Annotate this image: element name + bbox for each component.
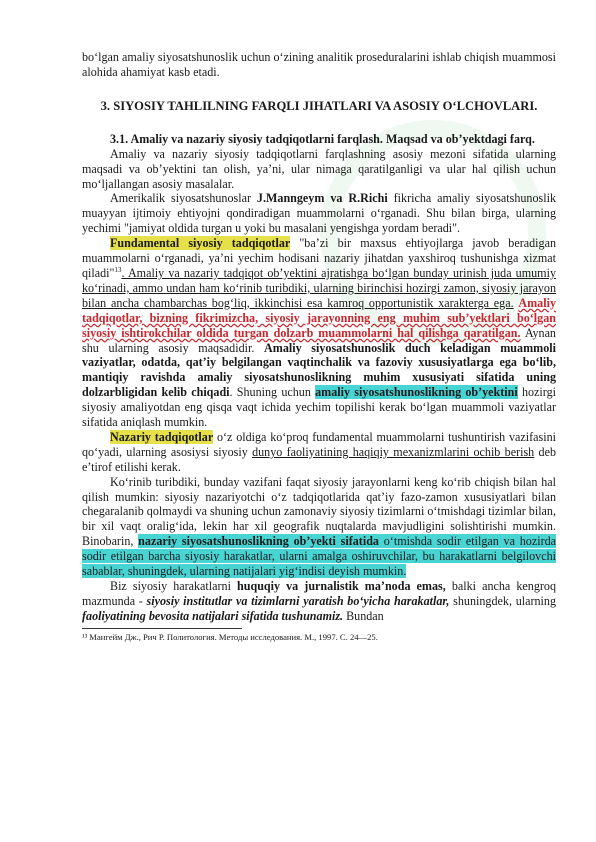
text: Aynan shu ularning asosiy maqsadidir. [82,325,556,355]
bold-text: Amaliy siyosatshunoslik duch keladigan muammoli vaziyatlar, odatda, qat’iy belgilangan vaqtinchalik va fazoviy xususiyatlarga ega bo‘lib, mantiqiy ravishda amaliy siyosatshunoslikning muhim xususiyati sifatida uning dolzarbligidan kelib chiqadi [82,340,556,400]
highlight-theoretical-object: nazariy siyosatshunoslikning ob’yekti sifatida [138,534,379,549]
intro-paragraph: bo‘lgan amaliy siyosatshunoslik uchun o‘zining analitik proseduralarini ishlab chiqish muammosi alohida ahamiyat kasb etadi. [82,50,556,79]
subsection-heading: 3.1. Amaliy va nazariy siyosiy tadqiqotlarni farqlash. Maqsad va ob’yektdagi farq. [110,131,535,146]
paragraph-3 [82,236,556,430]
paragraph-2 [82,191,556,236]
highlight-object: amaliy siyosatshunoslikning ob’yektini [315,385,518,400]
text: . Shuning uchun [229,385,316,400]
footnote: ¹³ Мангейм Дж., Рич Р. Политология. Методы исследования. М., 1997. С. 24—25. [82,631,378,642]
text: balki ancha kengroq mazmunda - [82,579,556,608]
text: "ba’zi bir maxsus ehtiyojlarga javob beradigan muammolarni o‘rganadi, ya’ni yechim hodisani nazariy jihatdan yaxshiroq tushunishga xizmat qiladi" [82,236,556,280]
bold-text: huquqiy va jurnalistik ma’noda emas, [237,579,446,593]
highlight-fundamental: Fundamental siyosiy tadqiqotlar [110,236,291,251]
paragraph-6 [82,579,556,624]
document-page [82,50,556,643]
text: Ko‘rinib turibdiki, bunday vazifani faqat siyosiy jarayonlarni keng ko‘rib chiqish bilan hal qilish mumkin: siyosiy nazariyotchi o‘z tadqiqotlarida qat’iy fazo-zamon xususiyatlari bilan chegaralanib qolmaydi va shuning uchun zamonaviy siyosiy tizimlarni o‘tmishdagi tizimlar bilan, bir xil vaqt oralig‘ida, lekin har xil geografik nuqtalarda mavjudligini solishtirishi mumkin. Binobarin, [82,474,556,549]
text: hozirgi siyosiy amaliyotdan eng qisqa vaqt ichida yechim topilishi kerak bo‘lgan muammoli vaziyatlar sifatida aniqlash mumkin. [82,385,556,430]
author-names: J.Manngeym va R.Richi [256,191,388,206]
text: Amerikalik siyosatshunoslar [110,191,257,206]
underlined-text: dunyo faoliyatining haqiqiy mexanizmlarini ochib berish [252,444,535,459]
highlighted-text: o‘tmishda sodir etilgan va hozirda sodir etilgan barcha siyosiy harakatlar, ularni amalga oshiruvchilar, bu harakatlarni belgilovchi sabablar, shuningdek, ularning natijalari yig‘indisi deyish mumkin. [82,534,557,579]
text: Biz siyosiy harakatlarni [110,579,238,593]
text: shuningdek, ularning [449,593,556,608]
bold-italic-text: siyosiy institutlar va tizimlarni yaratish bo‘yicha harakatlar, [146,593,450,608]
text: o‘z oldiga ko‘proq fundamental muammolarni tushuntirish vazifasini qo‘yadi, ularning asosiysi siyosiy [82,429,556,459]
paragraph-4 [82,430,556,475]
underlined-text: . Amaliy va nazariy tadqiqot ob’yektini ajratishga bo‘lgan bunday urinish juda umumiy ko‘rinadi, ammo undan ham ko‘rinib turibdiki, ularning birinchisi hozirgi zamon, siyosiy jarayon bilan ancha chambarchas bog‘liq, ikkinchisi esa kamroq opportunistik xarakterga ega. [82,265,556,310]
paragraph-5 [82,475,556,579]
highlight-theoretical: Nazariy tadqiqotlar [110,429,214,444]
text: fikricha amaliy siyosatshunoslik muayyan ijtimoiy ehtiyojni qondiradigan muammolarni o‘rganadi. Shu bilan birga, ularning yechimi "jamiyat oldida turgan u yoki bu masalani yengishga yordam beradi". [82,191,556,236]
text: deb e’tirof etilishi kerak. [82,444,556,474]
section-heading: 3. SIYOSIY TAHLILNING FARQLI JIHATLARI VA ASOSIY O‘LCHOVLARI. [100,98,538,113]
paragraph-1: Amaliy va nazariy siyosiy tadqiqotlarni farqlashning asosiy mezoni sifatida ularning maqsadi va ob’yektini tan olish, ya’ni, ular nimaga qaratilganligi va ular hal qilish uchun mo‘ljallangan asosiy masalalar. [82,146,556,191]
bold-italic-text: faoliyatining bevosita natijalari sifatida tushunamiz. [82,608,344,623]
red-emphasis: Amaliy tadqiqotlar, bizning fikrimizcha, siyosiy jarayonning eng muhim sub’yektlari bo‘lgan siyosiy ishtirokchilar oldida turgan dolzarb muammolarni hal qilishga qaratilgan. [82,295,556,340]
footnote-separator [82,628,242,629]
footnote-ref[interactable]: 13 [114,265,122,274]
text: Bundan [343,608,384,623]
